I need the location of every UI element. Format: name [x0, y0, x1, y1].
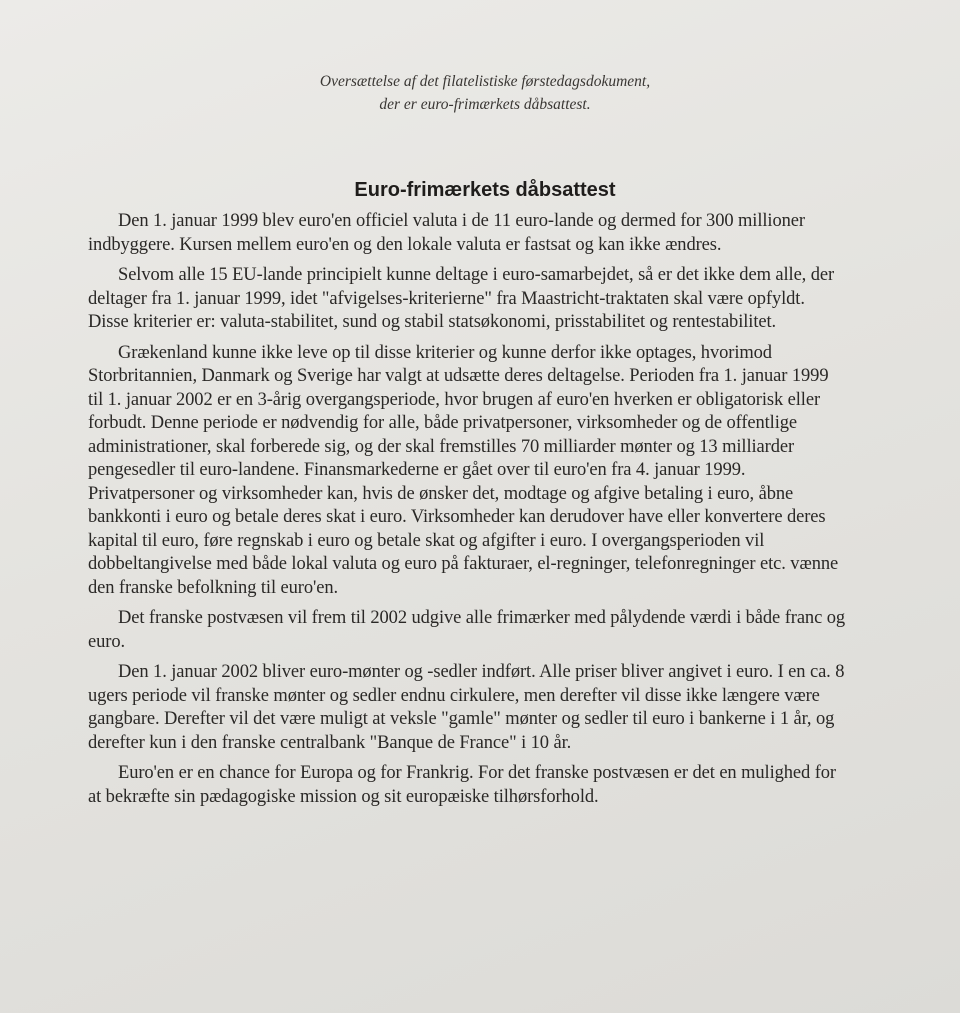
document-title: Euro-frimærkets dåbsattest	[354, 179, 616, 201]
document-subtitle-line1: Oversættelse af det filatelistiske førstedagsdokument,	[319, 73, 651, 90]
document-subtitle-line2: der er euro-frimærkets dåbsattest.	[379, 96, 591, 113]
paragraph-2: Selvom alle 15 EU-lande principielt kunne deltage i euro-samarbejdet, så er det ikke dem alle, der deltager fra 1. januar 1999, idet "afvigelses-kriterierne" fra Maastricht-traktaten skal være opfyldt. Disse kriterier er: valuta-stabilitet, sund og stabil statsøkonomi, prisstabilitet og rentestabilitet.	[88, 265, 835, 332]
paragraph-3: Grækenland kunne ikke leve op til disse kriterier og kunne derfor ikke optages, hvorimod Storbritannien, Danmark og Sverige har valgt at udsætte deres deltagelse. Perioden fra 1. januar 1999 til 1. januar 2002 er en 3-årig overgangsperiode, hvor brugen af euro'en hverken er obligatorisk eller forbudt. Denne periode er nødvendig for alle, både privatpersoner, virksomheder og de offentlige administrationer, skal forberede sig, og der skal fremstilles 70 milliarder mønter og 13 milliarder pengesedler til euro-landene. Finansmarkederne er gået over til euro'en fra 4. januar 1999. Privatpersoner og virksomheder kan, hvis de ønsker det, modtage og afgive betaling i euro, åbne bankkonti i euro og betale deres skat i euro. Virksomheder kan derudover have eller konvertere deres kapital til euro, føre regnskab i euro og betale skat og afgifter i euro. I overgangsperioden vil dobbeltangivelse med både lokal valuta og euro på fakturaer, el-regninger, telefonregninger etc. vænne den franske befolkning til euro'en.	[88, 342, 839, 598]
paragraph-1: Den 1. januar 1999 blev euro'en officiel valuta i de 11 euro-lande og dermed for 300 millioner indbyggere. Kursen mellem euro'en og den lokale valuta er fastsat og kan ikke ændres.	[88, 211, 805, 255]
paragraph-4: Det franske postvæsen vil frem til 2002 udgive alle frimærker med pålydende værdi i både franc og euro.	[88, 608, 846, 652]
document-body	[88, 210, 848, 816]
paragraph-6: Euro'en er en chance for Europa og for Frankrig. For det franske postvæsen er det en mulighed for at bekræfte sin pædagogiske mission og sit europæiske tilhørsforhold.	[88, 763, 836, 807]
paragraph-5: Den 1. januar 2002 bliver euro-mønter og -sedler indført. Alle priser bliver angivet i euro. I en ca. 8 ugers periode vil franske mønter og sedler endnu cirkulere, men derefter vil disse ikke længere være gangbare. Derefter vil det være muligt at veksle "gamle" mønter og sedler til euro i bankerne i 1 år, og derefter kun i den franske centralbank "Banque de France" i 10 år.	[88, 662, 845, 753]
